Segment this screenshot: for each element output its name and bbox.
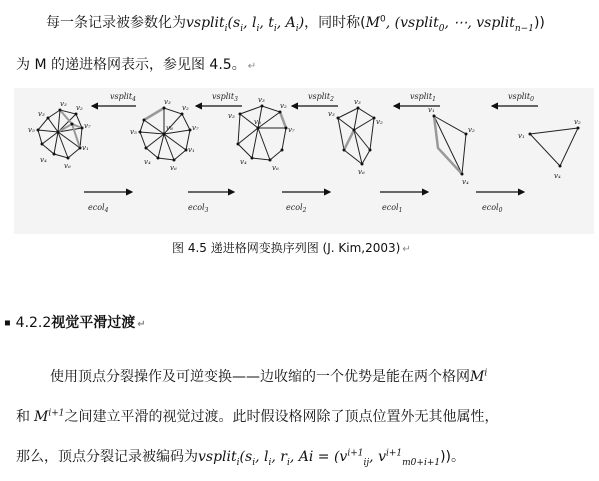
svg-text:v₄: v₄ [462,178,469,186]
math-sub: ij [363,457,370,468]
section-number: 4.2.2 [15,315,52,331]
mesh-m2 [228,96,295,172]
math-sub: i [256,23,260,34]
svg-text:v₆: v₆ [272,164,279,172]
vsplit-label: vsplit$_0$ [508,92,534,103]
text-span: ，同时称 [304,15,361,31]
math-args: , r [271,449,287,465]
return-mark-icon: ↵ [247,61,257,72]
svg-text:v₆: v₆ [358,168,365,176]
math-args: , l [255,449,269,465]
math-vsplit: vsplit [186,15,225,31]
math-args: , A [276,15,296,31]
mesh-m0 [518,118,581,180]
math-M: M [34,409,49,425]
math-M: M [470,369,485,385]
math-sub: 0 [438,23,445,34]
svg-text:v₁: v₁ [188,146,195,154]
mesh-m4 [28,100,91,170]
math-args: , Ai = (v [289,449,348,465]
math-sup: i+1 [347,448,364,459]
math-sub: n−1 [514,23,534,34]
svg-text:v₃: v₃ [258,96,265,104]
math-sub: i [236,457,240,468]
paragraph-2-line-1 [50,366,487,386]
vsplit-label: vsplit$_3$ [212,92,238,103]
paragraph-1-line-2 [16,54,256,74]
svg-text:v₈: v₈ [254,118,261,126]
svg-text:v₂: v₂ [468,126,475,134]
svg-text:v₃: v₃ [228,112,235,120]
svg-text:v₂: v₂ [376,118,383,126]
math-sup: i+1 [48,408,65,419]
math-sup: i [484,368,488,379]
math-args: , t [259,15,274,31]
math-sup: i+1 [385,448,403,459]
svg-text:v₆: v₆ [170,164,177,172]
ecol-arrows [84,192,524,214]
ecol-label: ecol$_2$ [286,203,307,214]
math-sub: i [295,23,299,34]
svg-text:v₁: v₁ [428,106,435,114]
progressive-mesh-figure [14,88,594,234]
svg-text:v₃: v₃ [164,98,171,106]
figure-caption [172,239,411,256]
paragraph-1-line-1: 每一条记录被参数化为$vsplit_i(s_i$, $l_i$, $t_i$, $A_i$)，同时称($M^0$, (vsplit$_0$, ⋯, vsplit$_{n-1}$)) [46,14,545,34]
math-args: , v [369,449,386,465]
paragraph-2-line-2 [16,406,499,426]
math-end: ))。 [440,449,466,465]
text-span: 和 [16,409,30,425]
math-args: (s [239,449,253,465]
caption-text: 图 4.5 递进格网变换序列图 (J. Kim,2003) [172,241,401,255]
vsplit-label: vsplit$_2$ [308,92,334,103]
text-span: 使用顶点分裂操作及可逆变换——边收缩的一个优势是能在两个格网 [50,369,470,385]
svg-text:v₃: v₃ [60,100,67,108]
paragraph-2-line-3 [16,446,465,468]
ecol-label: ecol$_4$ [88,203,109,214]
bullet-icon: ▪ [4,317,11,329]
svg-text:v₂: v₂ [280,102,287,110]
svg-text:v₇: v₇ [192,124,199,132]
svg-text:v₄: v₄ [554,172,561,180]
math-sub: i [273,23,277,34]
svg-text:v₄: v₄ [40,156,47,164]
text-span: 每一条记录被参数化为 [46,15,186,31]
math-sub: i [240,23,244,34]
svg-text:v₅: v₅ [130,128,137,136]
mesh-m0-plus [428,106,475,186]
return-mark-icon: ↵ [137,319,146,330]
section-heading [4,312,146,332]
ecol-label: ecol$_3$ [188,203,209,214]
svg-text:v₇: v₇ [84,122,91,130]
math-vsplit: vsplit [198,449,237,465]
math-sub: i [252,457,256,468]
svg-text:v₈: v₈ [166,124,173,132]
svg-text:v₁: v₁ [82,144,89,152]
math-dots: , ⋯, vsplit [444,15,515,31]
svg-text:v₂: v₂ [182,104,189,112]
math-tuple: , (vsplit [385,15,439,31]
svg-text:v₄: v₄ [240,158,247,166]
mesh-m3 [130,98,199,172]
vsplit-label: vsplit$_1$ [410,92,436,103]
math-args: , l [243,15,257,31]
math-close: ) [298,15,305,31]
math-args: (s [227,15,241,31]
math-sub: m0+i+1 [402,457,441,468]
svg-text:v₅: v₅ [28,126,35,134]
svg-text:v₃: v₃ [354,98,361,106]
math-sub: i [268,457,272,468]
math-sub: i [224,23,228,34]
math-end: )) [533,15,545,31]
mesh-m1 [328,98,383,176]
svg-text:v₁: v₁ [518,132,525,140]
ecol-label: ecol$_0$ [482,203,503,214]
text-span: 之间建立平滑的视觉过渡。此时假设格网除了顶点位置外无其他属性， [64,409,499,425]
svg-text:v₄: v₄ [144,158,151,166]
vsplit-label: vsplit$_4$ [110,92,136,103]
svg-text:v₃: v₃ [328,110,335,118]
return-mark-icon: ↵ [402,244,411,255]
text-span: 那么，顶点分裂记录被编码为 [16,449,198,465]
text-span: 为 M 的递进格网表示，参见图 4.5。 [16,57,246,73]
svg-text:v₂: v₂ [574,118,581,126]
figure-svg [14,88,594,234]
math-sup: 0 [379,14,386,25]
math-sub: i [286,457,290,468]
svg-text:v₂: v₂ [76,104,83,112]
svg-text:v₃: v₃ [38,110,45,118]
math-M: M [365,15,380,31]
svg-text:v₆: v₆ [64,162,71,170]
svg-text:v₇: v₇ [288,126,295,134]
section-title: 视觉平滑过渡 [51,315,136,331]
ecol-label: ecol$_1$ [382,203,403,214]
vsplit-arrows [92,92,538,106]
